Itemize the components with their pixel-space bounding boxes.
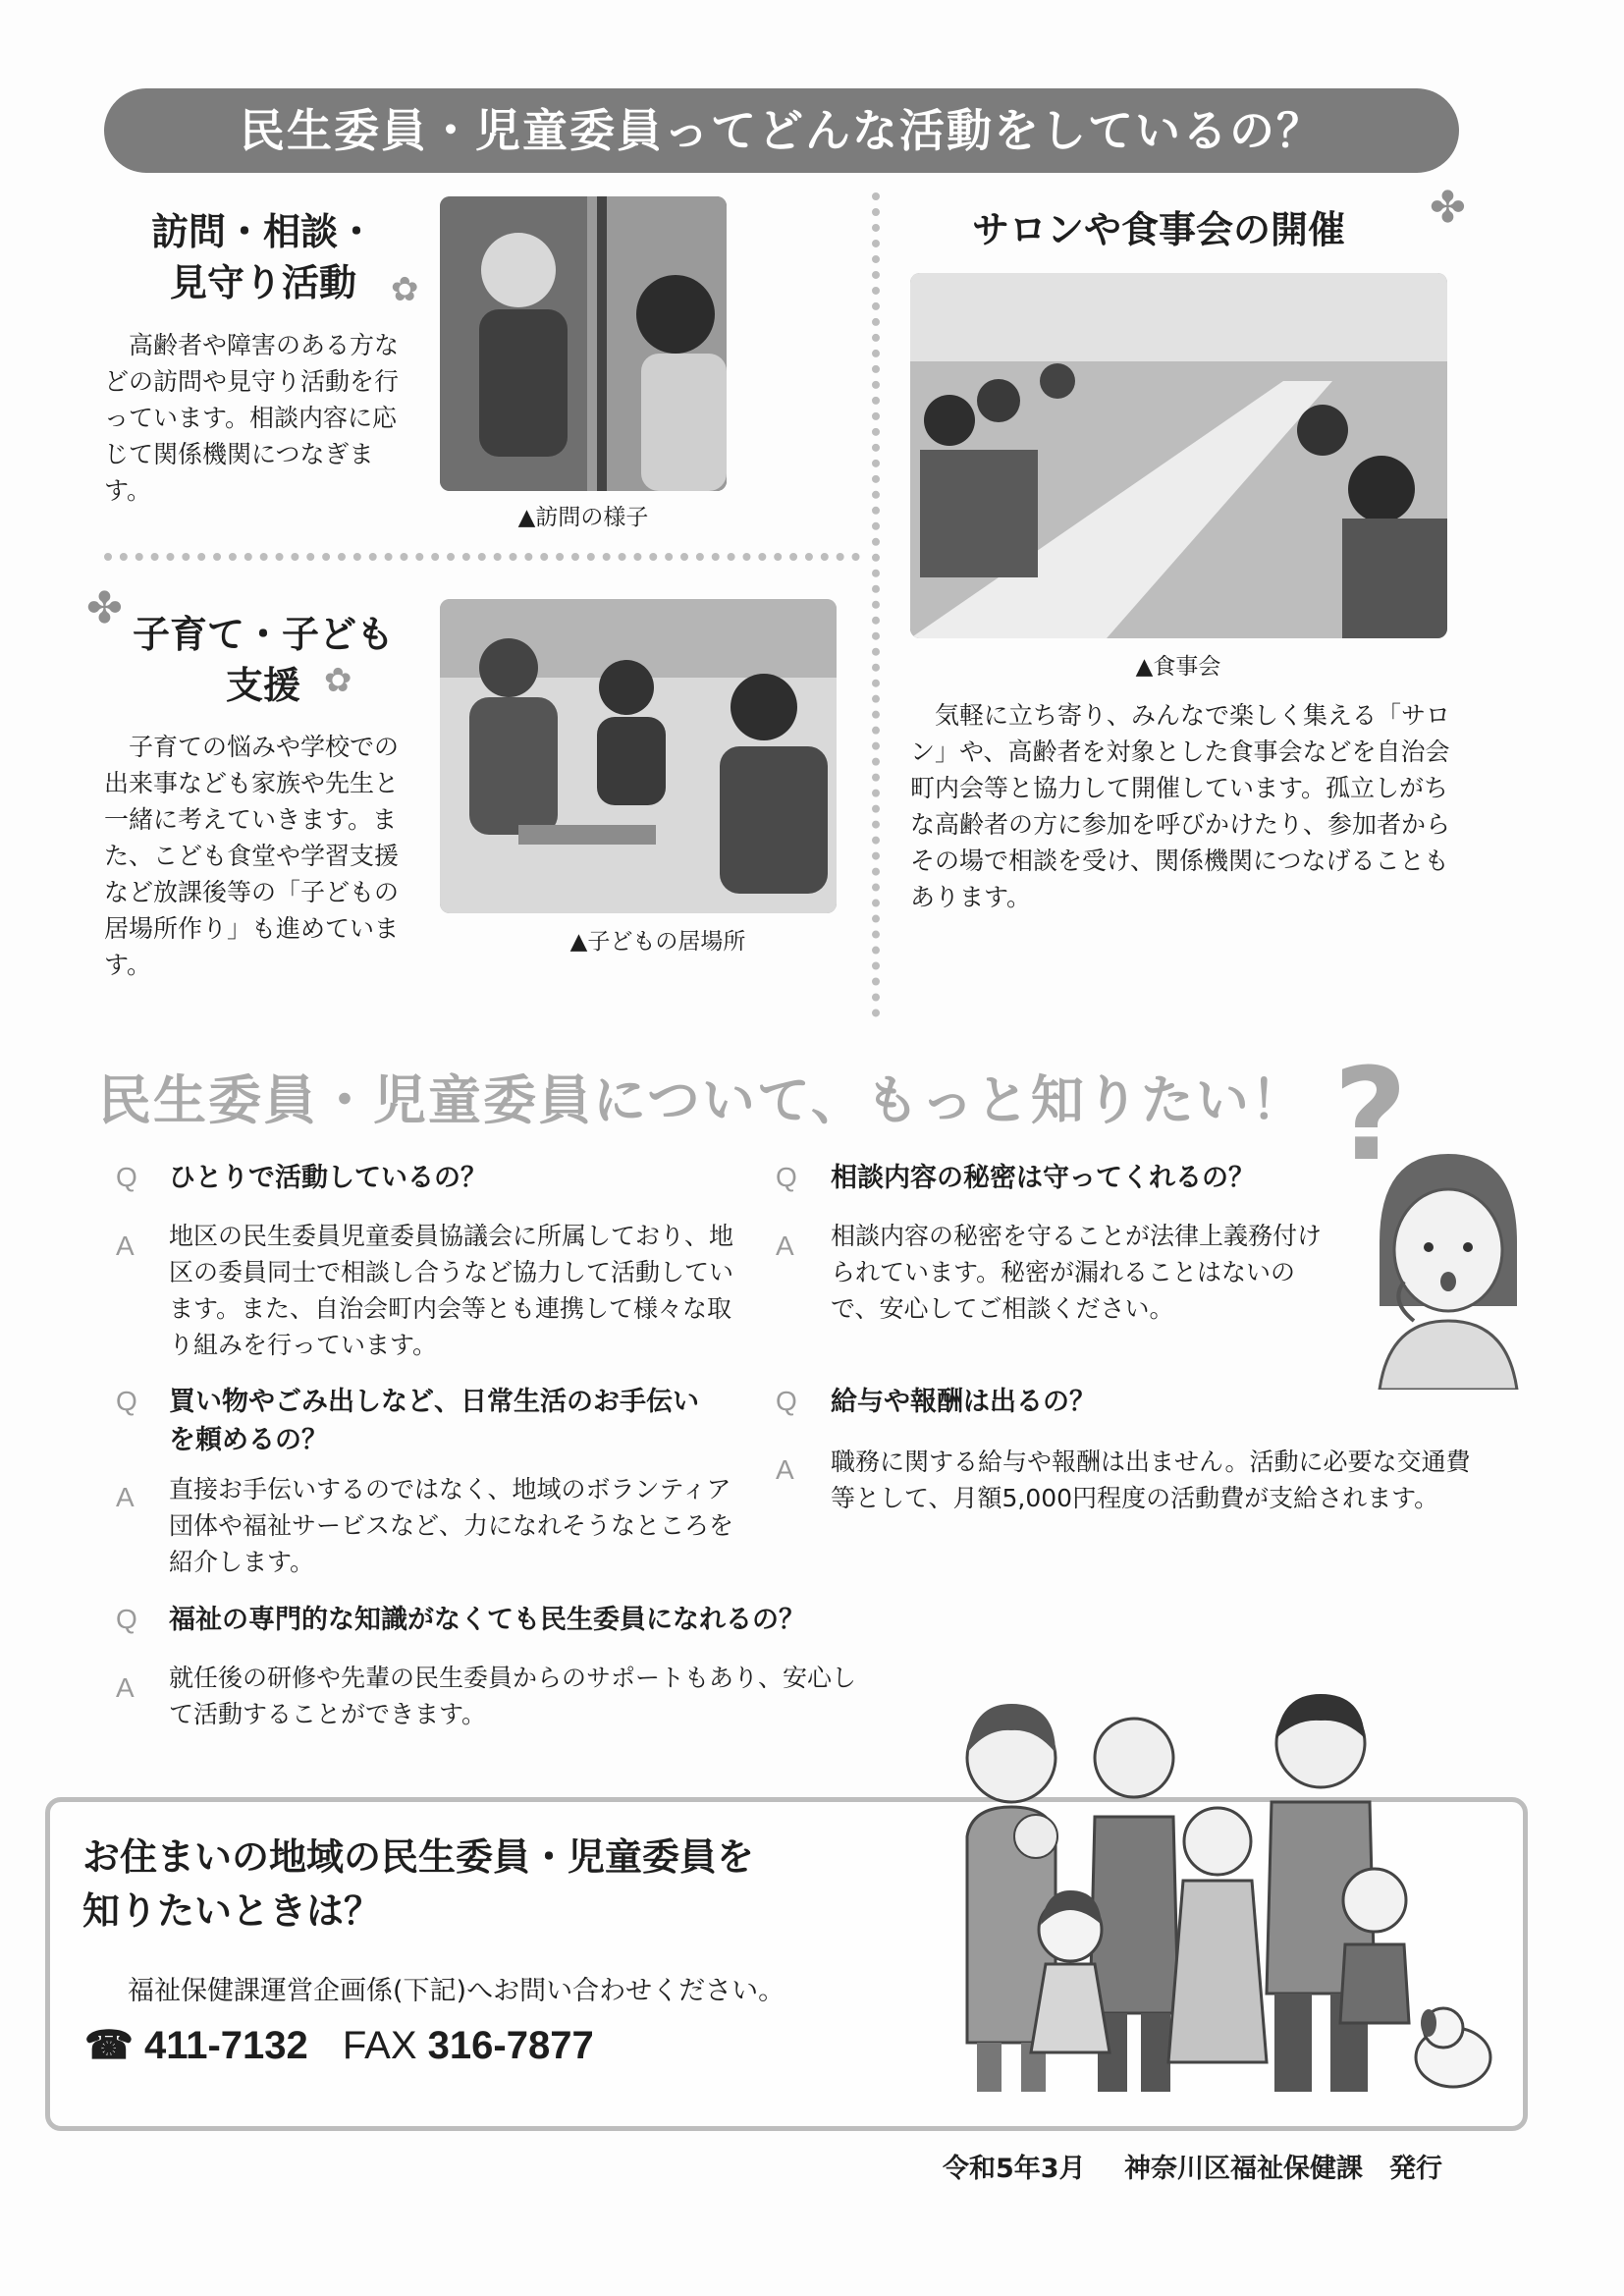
- q-marker: Q: [776, 1162, 797, 1192]
- visit-title-line1: 訪問・相談・: [150, 210, 375, 253]
- contact-title-line2: 知りたいときは？: [82, 1889, 382, 1933]
- question-mark-icon: ?: [1333, 1040, 1408, 1189]
- visit-section-title: [116, 206, 410, 308]
- a-marker: A: [776, 1454, 794, 1485]
- fax-label: FAX: [342, 2024, 417, 2067]
- contact-title: [82, 1831, 966, 1939]
- faq-question: 給与や報酬は出るの？: [831, 1387, 1096, 1417]
- flower-icon: ✿: [391, 270, 419, 309]
- faq-answer: 就任後の研修や先輩の民生委員からのサポートもあり、安心して活動することができます。: [169, 1664, 857, 1728]
- phone-icon: ☎: [84, 2024, 134, 2067]
- salon-section-title: サロンや食事会の開催: [971, 208, 1345, 251]
- q-marker: Q: [116, 1162, 137, 1192]
- kids-body: 子育ての悩みや学校での出来事なども家族や先生と一緒に考えていきます。また、こども食堂や学習支援など放課後等の「子どもの居場所作り」も進めています。: [104, 733, 400, 979]
- flower-icon: ✿: [324, 661, 352, 700]
- visit-title-line2: 見守り活動: [169, 261, 356, 304]
- faq-question: ひとりで活動しているの？: [169, 1163, 487, 1193]
- visit-photo: [440, 196, 727, 491]
- faq-question: 相談内容の秘密は守ってくれるの？: [831, 1163, 1255, 1193]
- a-marker: A: [776, 1230, 794, 1261]
- faq-answer: 地区の民生委員児童委員協議会に所属しており、地区の委員同士で相談し合うなど協力して活動しています。また、自治会町内会等とも連携して様々な取り組みを行っています。: [169, 1222, 734, 1359]
- kids-title-line1: 子育て・子ども: [132, 613, 394, 656]
- faq-answer: 相談内容の秘密を守ることが法律上義務付けられています。秘密が漏れることはないので、安心してご相談ください。: [831, 1222, 1323, 1323]
- contact-phone-line: [84, 2023, 594, 2068]
- footer: [943, 2147, 1442, 2185]
- vertical-divider: [872, 192, 880, 1017]
- contact-note: 福祉保健課運営企画係(下記)へお問い合わせください。: [128, 1976, 785, 2006]
- visit-body: 高齢者や障害のある方などの訪問や見守り活動を行っています。相談内容に応じて関係機関につなぎます。: [104, 331, 400, 505]
- faq-question: 買い物やごみ出しなど、日常生活のお手伝いを頼めるの？: [169, 1387, 699, 1455]
- q-marker: Q: [116, 1386, 137, 1416]
- phone-number[interactable]: 411-7132: [143, 2024, 308, 2067]
- salon-body: 気軽に立ち寄り、みんなで楽しく集える「サロン」や、高齢者を対象とした食事会などを自治会町内会等と協力して開催しています。孤立しがちな高齢者の方に参加を呼びかけたり、参加者からその場で相談を受け、関係機関につなげることもあります。: [910, 701, 1451, 911]
- q-marker: Q: [776, 1386, 797, 1416]
- family-illustration: [943, 1660, 1492, 2116]
- a-marker: A: [116, 1230, 135, 1261]
- kids-caption: ▲子どもの居場所: [569, 929, 746, 955]
- clover-icon: ✤: [86, 583, 123, 633]
- horizontal-divider: [104, 553, 860, 561]
- faq-answer: 職務に関する給与や報酬は出ません。活動に必要な交通費等として、月額5,000円程度の活動費が支給されます。: [831, 1448, 1471, 1512]
- contact-title-line1: お住まいの地域の民生委員・児童委員を: [82, 1835, 755, 1879]
- page-title: 民生委員・児童委員ってどんな活動をしているの？: [240, 104, 1324, 157]
- visit-caption: ▲訪問の様子: [517, 505, 649, 530]
- footer-date: 令和5年3月: [943, 2154, 1086, 2184]
- faq-answer: 直接お手伝いするのではなく、地域のボランティア団体や福祉サービスなど、力になれそうなところを紹介します。: [169, 1475, 734, 1576]
- kids-photo: [440, 599, 837, 913]
- clover-icon: ✤: [1430, 183, 1466, 233]
- woman-illustration: [1350, 1134, 1546, 1390]
- q-marker: Q: [116, 1604, 137, 1634]
- kids-title-line2: 支援: [225, 664, 300, 707]
- salon-photo: [910, 273, 1447, 638]
- kids-section-title: [116, 609, 410, 711]
- a-marker: A: [116, 1672, 135, 1703]
- faq-question: 福祉の専門的な知識がなくても民生委員になれるの？: [169, 1605, 805, 1635]
- salon-caption: ▲食事会: [1135, 654, 1221, 680]
- a-marker: A: [116, 1482, 135, 1512]
- faq-title: 民生委員・児童委員について、もっと知りたい！: [98, 1069, 1306, 1131]
- footer-publisher: 神奈川区福祉保健課 発行: [1123, 2154, 1442, 2184]
- fax-number: 316-7877: [427, 2024, 594, 2067]
